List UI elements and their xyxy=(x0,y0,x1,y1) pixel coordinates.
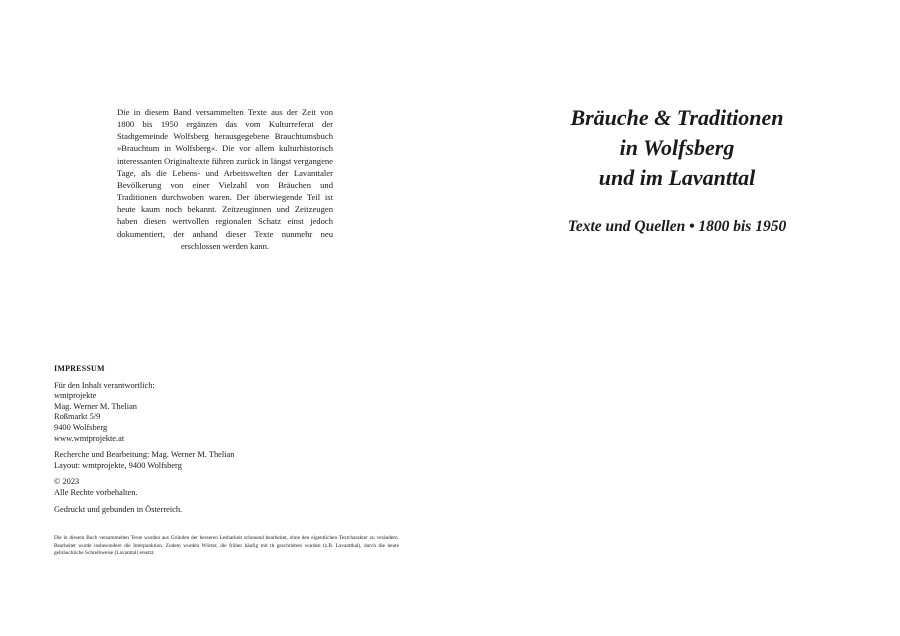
credit-line: Layout: wmtprojekte, 9400 Wolfsberg xyxy=(54,460,182,470)
copyright-line: Alle Rechte vorbehalten. xyxy=(54,487,138,497)
book-subtitle: Texte und Quellen • 1800 bis 1950 xyxy=(567,218,787,235)
impressum-heading: IMPRESSUM xyxy=(54,364,105,373)
impressum-section xyxy=(54,364,414,521)
credit-line: Recherche und Bearbeitung: Mag. Werner M. Thelian xyxy=(54,450,235,460)
title-line: in Wolfsberg xyxy=(619,135,735,160)
website-line: www.wmtprojekte.at xyxy=(54,433,125,443)
book-title xyxy=(540,103,814,193)
responsible-line: Für den Inhalt verantwortlich: xyxy=(54,380,155,390)
responsible-line: Roßmarkt 5/9 xyxy=(54,412,101,422)
copyright-block xyxy=(54,477,414,498)
responsible-block xyxy=(54,381,414,445)
responsible-line: Mag. Werner M. Thelian xyxy=(54,401,137,411)
editorial-note xyxy=(54,535,399,558)
printed-line: Gedruckt und gebunden in Österreich. xyxy=(54,504,183,514)
editorial-note-text: Die in diesem Buch versammelten Texte wurden aus Gründen der besseren Lesbarkeit schonend bearbeitet, ohne den eigentlichen Textcharakter zu verändern. Bearbeitet wurde insbesondere die Interpunktion. Zudem wurden Wörter, die früher häufig mit th geschrieben wurden (z.B. Lavantthal), durch die heute gebräuchliche Schreibweise (Lavanttal) ersetzt. xyxy=(54,535,399,557)
blurb-paragraph: Die in diesem Band versammelten Texte aus der Zeit von 1800 bis 1950 ergänzen das vom Kulturreferat der Stadtgemeinde Wolfsberg herausgegebene Brauchtumsbuch »Brauchtum in Wolfsberg«. Die vor allem kulturhistorisch interessanten Originaltexte führen zurück in längst vergangene Tage, als die Lebens- und Arbeitswelten der Lavanttaler Bevölkerung von einer Vielzahl von Bräuchen und Traditionen durchwoben waren. Der überwiegende Teil ist heute kaum noch bekannt. Zeitzeuginnen und Zeitzeugen haben diesen wertvollen regionalen Schatz einst jedoch dokumentiert, der anhand dieser Texte nunmehr neu erschlossen werden kann. xyxy=(117,107,333,251)
credits-block xyxy=(54,450,414,471)
responsible-line: wmtprojekte xyxy=(54,391,97,401)
title-line: Bräuche & Traditionen xyxy=(570,105,784,130)
printed-block xyxy=(54,505,414,516)
title-line: und im Lavanttal xyxy=(598,165,756,190)
copyright-line: © 2023 xyxy=(54,477,80,487)
blurb-text-block xyxy=(117,106,333,252)
responsible-line: 9400 Wolfsberg xyxy=(54,422,108,432)
